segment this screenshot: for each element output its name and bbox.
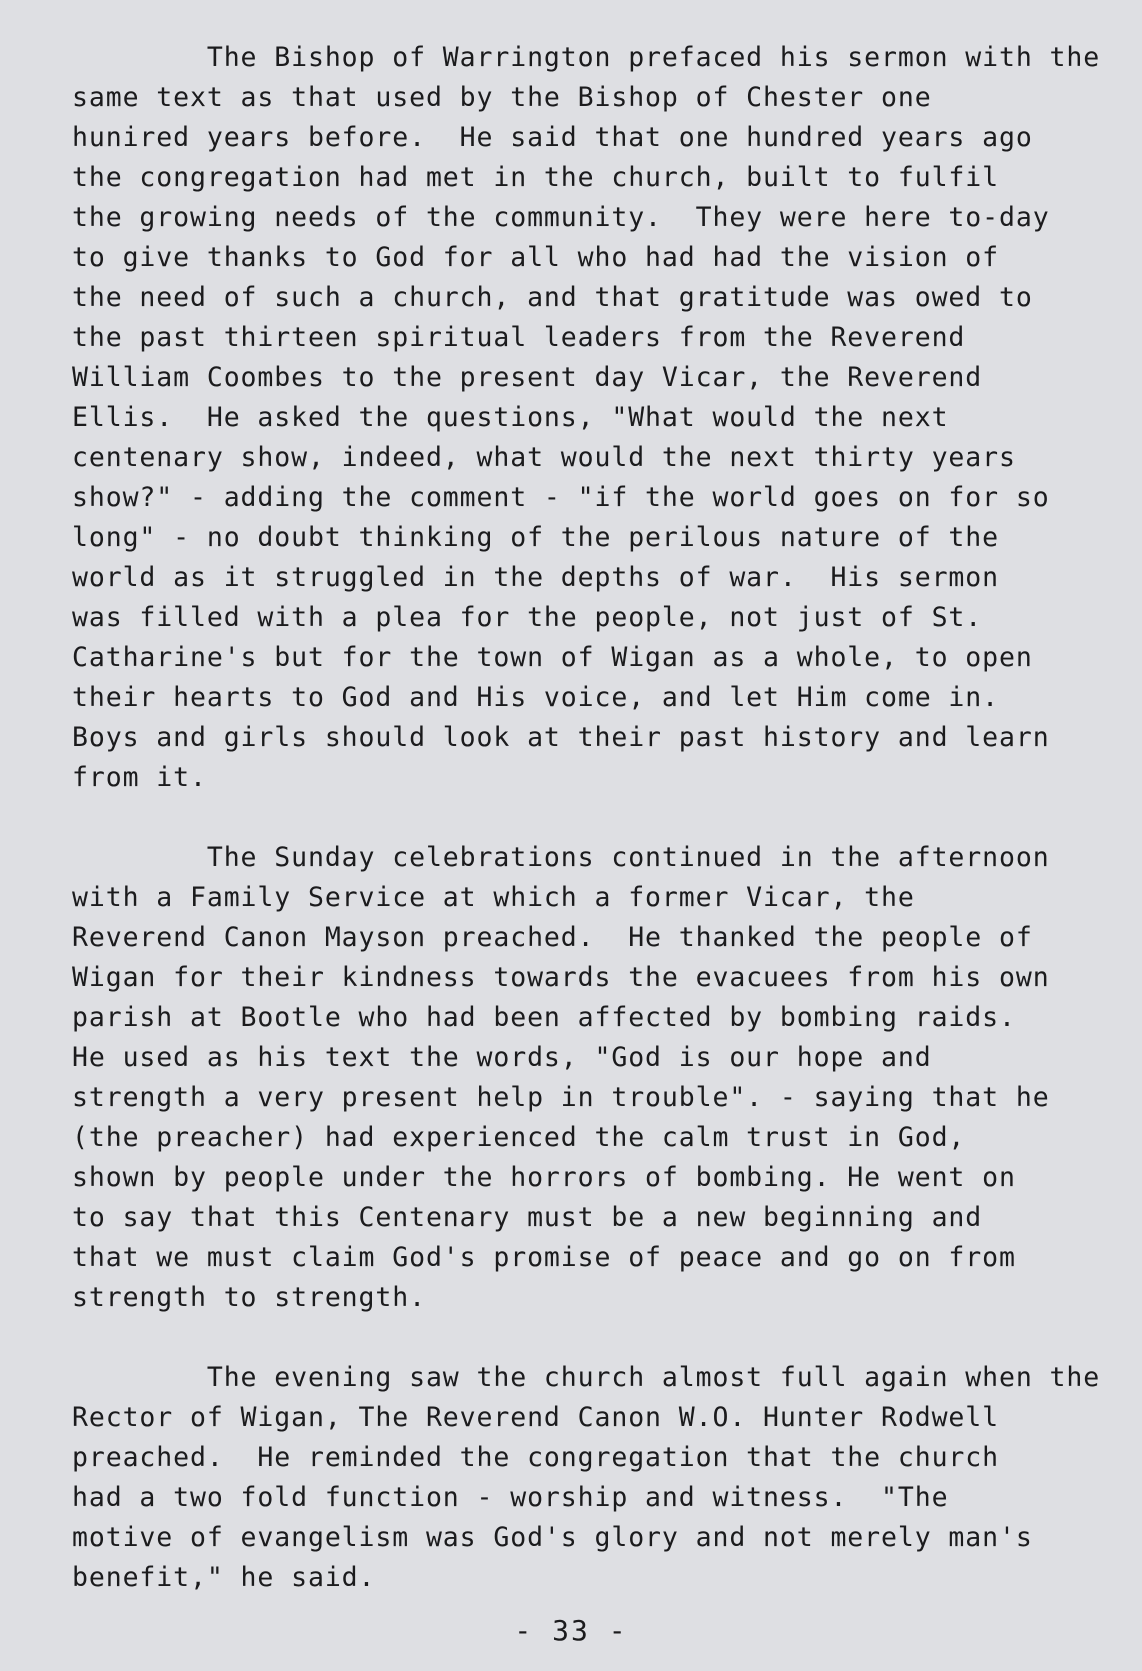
paragraph-sunday-family-service: The Sunday celebrations continued in the afternoon with a Family Service at which a former Vicar, the Reverend Canon Mayson preached. He thanked the people of Wigan for their kindness towards the evacuees from his own parish at Bootle who had been affected by bombing raids. He used as his text the words, "God is our hope and strength a very present help in trouble". - saying that he (the preacher) had experienced the calm trust in God, shown by people under the horrors of bombing. He went on to say that this Centenary must be a new beginning and that we must claim God's promise of peace and go on from strength to strength.: [72, 842, 1050, 1313]
document-page: [72, 38, 1100, 1598]
paragraph-bishop-of-warrington-sermon: The Bishop of Warrington prefaced his sermon with the same text as that used by the Bishop of Chester one hunired years before. He said that one hundred years ago the congregation had met in the church, built to fulfil the growing needs of the community. They were here to-day to give thanks to God for all who had had the vision of the need of such a church, and that gratitude was owed to the past thirteen spiritual leaders from the Reverend William Coombes to the present day Vicar, the Reverend Ellis. He asked the questions, "What would the next centenary show, indeed, what would the next thirty years show?" - adding the comment - "if the world goes on for so long" - no doubt thinking of the perilous nature of the world as it struggled in the depths of war. His sermon was filled with a plea for the people, not just of St. Catharine's but for the town of Wigan as a whole, to open their hearts to God and His voice, and let Him come in. Boys and girls should look at their past history and learn from it.: [72, 42, 1101, 793]
page-number: - 33 -: [514, 1614, 628, 1647]
paragraph-evening-service: The evening saw the church almost full again when the Rector of Wigan, The Reverend Canon W.O. Hunter Rodwell preached. He reminded the congregation that the church had a two fold function - worship and witness. "The motive of evangelism was God's glory and not merely man's benefit," he said.: [72, 1362, 1101, 1593]
